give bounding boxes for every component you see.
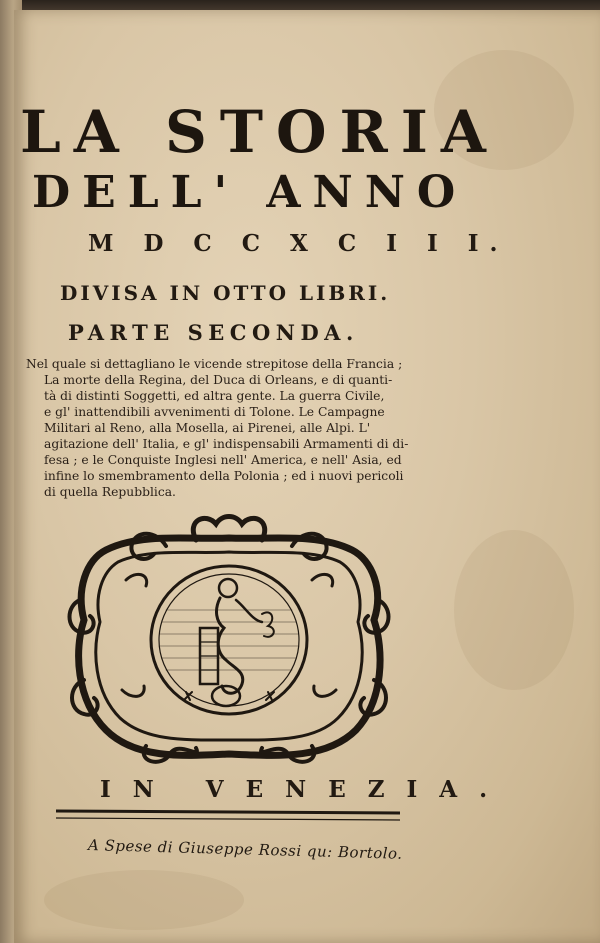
title-line-2: DELL' ANNO [32, 167, 468, 218]
description-line: di quella Repubblica. [44, 485, 176, 499]
place-of-publication: IN VENEZIA. [100, 776, 510, 803]
vignette-ornament-icon [66, 510, 392, 766]
title-line-1: LA STORIA [20, 98, 499, 166]
division-line: DIVISA IN OTTO LIBRI. [60, 281, 391, 305]
description-line: La morte della Regina, del Duca di Orleans, e di quanti- [44, 373, 393, 387]
description-line: agitazione dell' Italia, e gl' indispensabili Armamenti di di- [44, 437, 409, 451]
description-line: infine lo smembramento della Polonia ; ed i nuovi pericoli [44, 469, 404, 483]
paper-stain [44, 870, 244, 930]
description-line: Nel quale si dettagliano le vicende strepitose della Francia ; [26, 357, 403, 371]
description-paragraph [26, 356, 432, 500]
description-line: Militari al Reno, alla Mosella, ai Pirenei, alle Alpi. L' [44, 421, 371, 435]
part-line: PARTE SECONDA. [68, 320, 359, 345]
description-line: e gl' inattendibili avvenimenti di Tolone. Le Campagne [44, 405, 385, 419]
year-roman-numeral: M D C C X C I I I. [88, 230, 509, 257]
double-rule-divider [54, 808, 402, 822]
description-line: tà di distinti Soggetti, ed altra gente. La guerra Civile, [44, 389, 385, 403]
printer-imprint: A Spese di Giuseppe Rossi qu: Bortolo. [87, 836, 403, 863]
description-line: fesa ; e le Conquiste Inglesi nell' America, e nell' Asia, ed [44, 453, 402, 467]
paper-stain [454, 530, 574, 690]
